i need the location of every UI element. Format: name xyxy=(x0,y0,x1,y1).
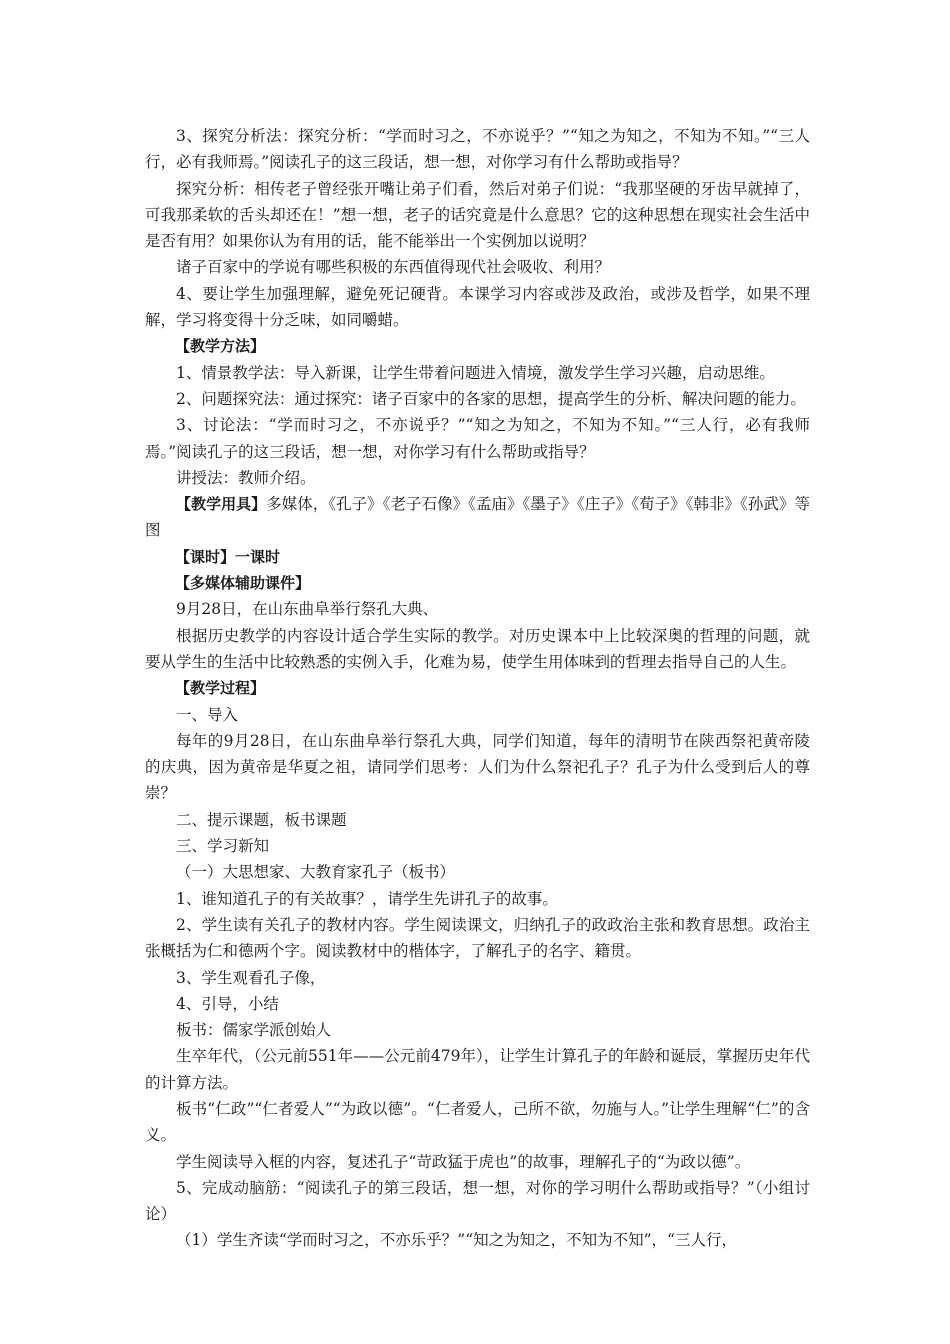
multimedia-heading: 【多媒体辅助课件】 xyxy=(175,574,311,593)
step-2: 2、学生读有关孔子的教材内容。学生阅读课文，归纳孔子的政政治主张和教育思想。政治主张概括为仁和德两个字。阅读教材中的楷体字，了解孔子的名字、籍贯。 xyxy=(145,915,810,961)
teaching-process-heading: 【教学过程】 xyxy=(175,679,266,698)
section-new-knowledge: 三、学习新知 xyxy=(176,837,270,856)
class-hours-heading: 【课时】一课时 xyxy=(175,547,281,566)
teaching-method-3: 3、讨论法：“学而时习之，不亦说乎？”“知之为知之，不知为不知。”“三人行，必有我师焉。”阅读孔子的这三段话，想一想，对你学习有什么帮助或指导？ xyxy=(145,416,810,461)
birth-death-years: 生卒年代，（公元前551年——公元前479年），让学生计算孔子的年龄和诞辰，掌握历史年代的计算方法。 xyxy=(145,1047,810,1092)
teaching-method-1: 1、情景教学法：导入新课，让学生带着问题进入情境，激发学生学习兴趣，启动思维。 xyxy=(176,363,775,382)
step-3: 3、学生观看孔子像， xyxy=(176,968,326,987)
lecture-method: 讲授法：教师介绍。 xyxy=(176,468,316,487)
hundred-schools-question: 诸子百家中的学说有哪些积极的东西值得现代社会吸收、利用？ xyxy=(176,258,611,277)
blackboard-founder: 板书：儒家学派创始人 xyxy=(176,1021,332,1040)
teaching-tools-paragraph xyxy=(145,491,810,544)
introduction-text: 每年的9月28日，在山东曲阜举行祭孔大典，同学们知道，每年的清明节在陕西祭祀黄帝陵的庆典，因为黄帝是华夏之祖，请同学们思考：人们为什么祭祀孔子？孔子为什么受到后人的尊崇？ xyxy=(145,731,810,803)
tyranny-story: 学生阅读导入框的内容，复述孔子“苛政猛于虎也”的故事，理解孔子的“为政以德”。 xyxy=(176,1152,751,1171)
step-4: 4、引导，小结 xyxy=(176,994,279,1013)
teaching-methods-heading: 【教学方法】 xyxy=(175,337,266,356)
method-item-3: 3、探究分析法：探究分析：“学而时习之，不亦说乎？”“知之为知之，不知为不知。”“三人行，必有我师焉。”阅读孔子的这三段话，想一想，对你学习有什么帮助或指导？ xyxy=(145,127,810,172)
teaching-method-2: 2、问题探究法：通过探究：诸子百家中的各家的思想，提高学生的分析、解决问题的能力。 xyxy=(176,389,806,408)
blackboard-benevolence: 板书“仁政”“仁者爱人”“为政以德”。“仁者爱人，己所不欲，勿施与人。”让学生理解“仁”的含义。 xyxy=(145,1099,810,1145)
design-principle: 根据历史教学的内容设计适合学生实际的教学。对历史课本中上比较深奥的哲理的问题，就要从学生的生活中比较熟悉的实例入手，化难为易，使学生用体味到的哲理去指导自己的人生。 xyxy=(145,626,810,671)
step-5: 5、完成动脑筋：“阅读孔子的第三段话，想一想，对你的学习明什么帮助或指导？”（小组讨论） xyxy=(145,1178,810,1224)
group-reading: （1）学生齐读“学而时习之，不亦乐乎？”“知之为知之，不知为不知”，“三人行， xyxy=(176,1231,737,1250)
ceremony-date: 9月28日，在山东曲阜举行祭孔大典、 xyxy=(176,600,439,619)
teaching-tools-text: 多媒体，《孔子》《老子石像》《孟庙》《墨子》《庄子》《荀子》《韩非》《孙武》等图 xyxy=(145,495,810,540)
subsection-confucius: （一）大思想家、大教育家孔子（板书） xyxy=(176,863,456,882)
section-topic: 二、提示课题，板书课题 xyxy=(176,810,347,829)
teaching-tools-heading: 【教学用具】 xyxy=(176,495,267,514)
step-1: 1、谁知道孔子的有关故事？，请学生先讲孔子的故事。 xyxy=(176,889,558,908)
method-item-4: 4、要让学生加强理解，避免死记硬背。本课学习内容或涉及政治，或涉及哲学，如果不理解，学习将变得十分乏味，如同嚼蜡。 xyxy=(145,284,810,330)
document-body xyxy=(145,123,810,1254)
section-introduction: 一、导入 xyxy=(176,705,239,724)
inquiry-analysis-paragraph: 探究分析：相传老子曾经张开嘴让弟子们看，然后对弟子们说：“我那坚硬的牙齿早就掉了，可我那柔软的舌头却还在！”想一想，老子的话究竟是什么意思？它的这种思想在现实社会生活中是否有用？如果你认为有用的话，能不能举出一个实例加以说明？ xyxy=(145,179,810,251)
